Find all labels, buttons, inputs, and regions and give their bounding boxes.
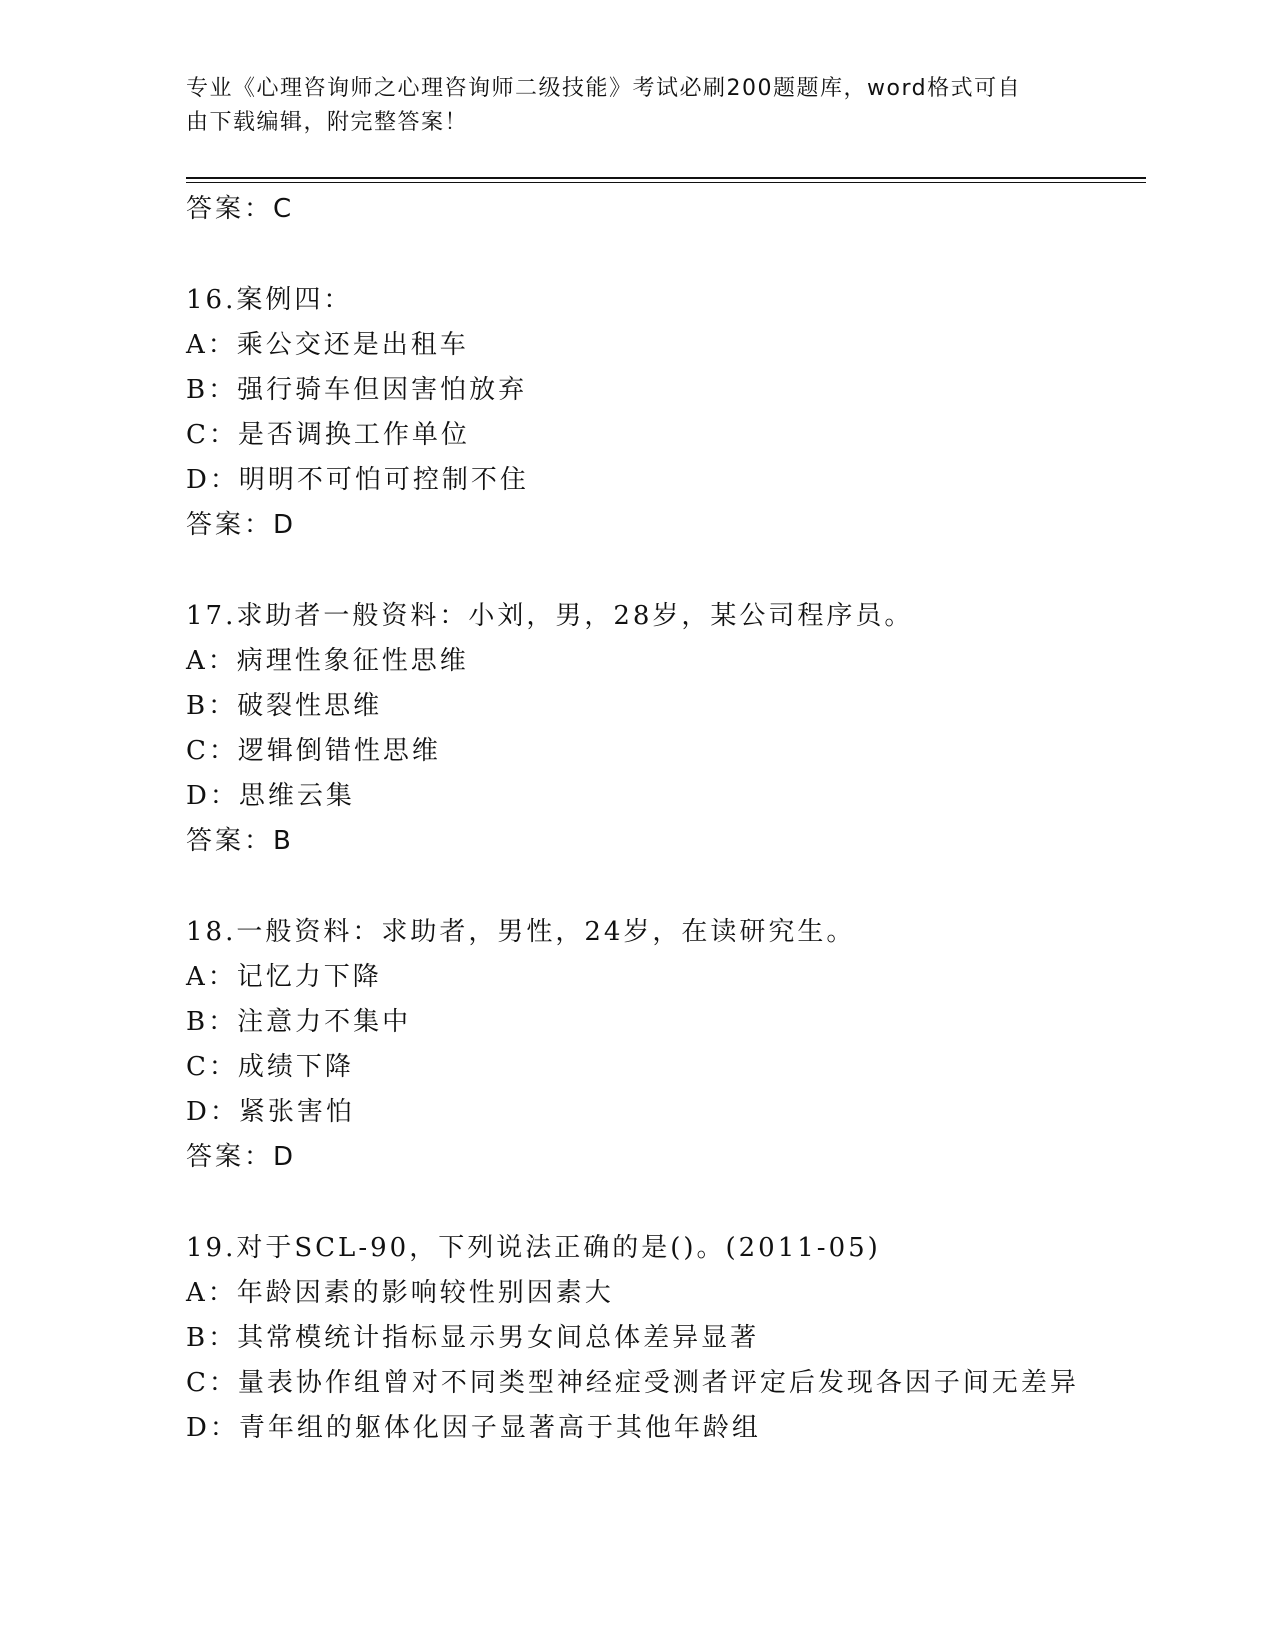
option-b: B：其常模统计指标显示男女间总体差异显著 [186,1323,760,1353]
option-c: C：逻辑倒错性思维 [186,736,441,766]
option-d: D：明明不可怕可控制不住 [186,465,529,495]
header-line-2: 由下载编辑，附完整答案！ [186,110,469,135]
option-d: D：思维云集 [186,781,355,811]
option-b: B：破裂性思维 [186,691,383,721]
question-list [186,187,1146,1451]
answer-label: 答案： [186,826,274,856]
spacer [186,864,1146,910]
answer-value: B [273,826,292,856]
header-divider-thin [186,182,1146,183]
answer-label: 答案： [186,1142,274,1172]
spacer [186,548,1146,594]
spacer [186,1180,1146,1226]
answer-label: 答案： [186,510,274,540]
header-line-1: 专业《心理咨询师之心理咨询师二级技能》考试必刷200题题库，word格式可自 [186,76,1022,101]
answer-line [186,819,1146,864]
option-a: A：病理性象征性思维 [186,646,469,676]
question-stem: 17.求助者一般资料：小刘，男，28岁，某公司程序员。 [186,601,914,631]
option-d: D：青年组的躯体化因子显著高于其他年龄组 [186,1413,761,1443]
option-a: A：年龄因素的影响较性别因素大 [186,1278,614,1308]
option-a: A：乘公交还是出租车 [186,330,469,360]
question-stem: 16.案例四： [186,285,353,315]
option-b: B：强行骑车但因害怕放弃 [186,375,528,405]
option-c: C：是否调换工作单位 [186,420,470,450]
option-c: C：成绩下降 [186,1052,354,1082]
question-stem: 19.对于SCL-90，下列说法正确的是()。(2011-05) [186,1233,881,1263]
answer-value: D [273,510,295,540]
option-c: C：量表协作组曾对不同类型神经症受测者评定后发现各因子间无差异 [186,1368,1079,1398]
answer-label: 答案： [186,194,274,224]
answer-line [186,187,1146,232]
header-divider-thick [186,177,1146,179]
question-stem: 18.一般资料：求助者，男性，24岁，在读研究生。 [186,917,856,947]
option-b: B：注意力不集中 [186,1007,412,1037]
answer-line [186,1135,1146,1180]
answer-line [186,503,1146,548]
page-header [186,72,1066,140]
spacer [186,232,1146,278]
answer-value: D [273,1142,295,1172]
option-d: D：紧张害怕 [186,1097,355,1127]
option-a: A：记忆力下降 [186,962,382,992]
answer-value: C [273,194,293,224]
